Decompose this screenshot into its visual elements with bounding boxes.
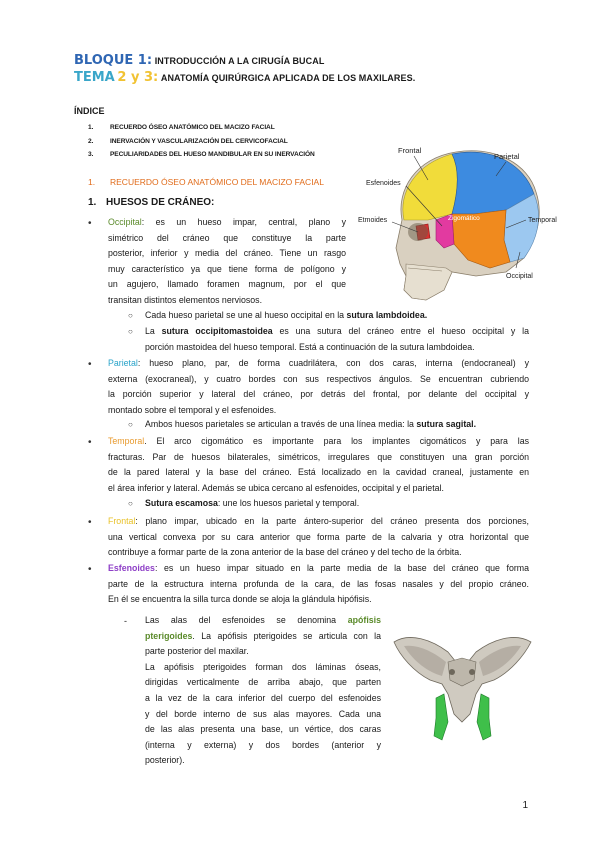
skull-label: Parietal (494, 152, 520, 161)
tema-number: 2 y 3: (117, 70, 159, 85)
bullet-icon: • (88, 359, 92, 370)
bullet-icon: • (88, 437, 92, 448)
section-heading: 1. RECUERDO ÓSEO ANATÓMICO DEL MACIZO FACIAL (88, 177, 324, 187)
bloque-header (74, 53, 324, 68)
frontal-bone (403, 154, 457, 220)
skull-label: Frontal (398, 146, 422, 155)
bullet-icon: • (88, 218, 92, 229)
subsection-heading: 1. HUESOS DE CRÁNEO: (88, 197, 215, 208)
bullet-icon: • (88, 517, 92, 528)
tema-label: TEMA (74, 70, 115, 85)
sub-bullet-icon: ○ (128, 420, 133, 429)
sphenoid-illustration (390, 622, 535, 744)
bloque-title: INTRODUCCIÓN A LA CIRUGÍA BUCAL (154, 56, 325, 66)
occipital-term: Occipital (108, 217, 142, 227)
parietal-term: Parietal (108, 358, 138, 368)
temporal-sub-1: Sutura escamosa: une los huesos parietal y temporal. (145, 498, 360, 508)
alas-paragraph: Las alas del esfenoides se denomina apófisis pterigoides. La apófisis pterigoides se articula con la parte posterior del maxilar. La apófisis pterigoides forman dos láminas óseas, dirigidas verticalmente de arriba abajo, que parten a la vez de la cara inferior del cuerpo del esfenoides y del borde interno de sus alas mayores. Cada una de las alas presenta una base, un vértice, dos caras (interna y externa) y dos bordes (anterior y posterior). (145, 615, 381, 766)
indice-title: ÍNDICE (74, 106, 105, 116)
bloque-label: BLOQUE 1: (74, 53, 153, 68)
occipital-sub-2: La sutura occipitomastoidea es una sutura del cráneo entre el hueso occipital y la porción mastoidea del hueso temporal. Está a continuación de la sutura lambdoidea. (145, 326, 529, 352)
temporal-term: Temporal (108, 436, 145, 446)
tema-header (74, 70, 415, 85)
occipital-paragraph: Occipital: es un hueso impar, central, plano y simétrico del cráneo que constituye la parte posterior, inferior y media del cráneo. Tiene un rasgo muy característico ya que tiene forma de polígono y un agujero, llamado foramen magnum, por el que transitan distintos elementos nerviosos. (108, 217, 346, 305)
bullet-icon: • (88, 564, 92, 575)
skull-illustration (356, 140, 570, 308)
dash-marker: - (124, 616, 127, 626)
esfenoides-term: Esfenoides (108, 563, 155, 573)
frontal-term: Frontal (108, 516, 136, 526)
sub-bullet-icon: ○ (128, 327, 133, 336)
occipital-sub-1: Cada hueso parietal se une al hueso occipital en la sutura lambdoidea. (145, 310, 428, 320)
skull-label: Occipital (506, 273, 533, 280)
skull-label: Zigomático (448, 215, 480, 222)
tema-title: ANATOMÍA QUIRÚRGICA APLICADA DE LOS MAXILARES. (160, 73, 416, 83)
parietal-sub-1: Ambos huesos parietales se articulan a través de una línea media: la sutura sagital. (145, 419, 477, 429)
table-of-contents (88, 121, 315, 162)
toc-item[interactable]: 2. INERVACIÓN Y VASCULARIZACIÓN DEL CERVICOFACIAL (88, 137, 288, 145)
esfenoides-paragraph: Esfenoides: es un hueso impar situado en la parte media de la base del cráneo que forma parte de la estructura interna profunda de la cara, de las fosas nasales y del propio cráneo. En él se encuentra la silla turca donde se aloja la glándula hipófisis. (108, 563, 529, 605)
skull-label: Esfenoides (366, 180, 401, 187)
frontal-paragraph: Frontal: plano impar, ubicado en la parte ántero-superior del cráneo presenta dos porciones, una vertical convexa por su cara anterior que forma parte de la calvaria y otra horizontal que contribuye a formar parte de la zona anterior de la base del cráneo y del techo de la órbita. (108, 516, 529, 558)
temporal-paragraph: Temporal. El arco cigomático es importante para los implantes cigomáticos y para las fracturas. Par de huesos bilaterales, simétricos, irregulares que constituyen una gran porción de la pared lateral y la base del cráneo. Está localizado en la cavidad craneal, justamente en el área inferior y lateral. Además se ubica cercano al esfenoides, occipital y el parietal. (108, 436, 529, 493)
sub-bullet-icon: ○ (128, 311, 133, 320)
parietal-paragraph: Parietal: hueso plano, par, de forma cuadrilátera, con dos caras, interna (endocraneal) y externa (exocraneal), y cuatro bordes con sus respectivos ángulos. Se encuentran cubriendo la porción superior y lateral del cráneo, por detrás del frontal, por delante del occipital y montado sobre el temporal y el esfenoides. (108, 358, 529, 415)
toc-item[interactable]: 3. PECULIARIDADES DEL HUESO MANDIBULAR EN SU INERVACIÓN (88, 151, 315, 158)
skull-label: Temporal (528, 217, 557, 224)
skull-label: Etmoides (358, 217, 388, 224)
toc-item[interactable]: 1. RECUERDO ÓSEO ANATÓMICO DEL MACIZO FACIAL (88, 124, 275, 131)
sub-bullet-icon: ○ (128, 499, 133, 508)
page-number: 1 (522, 800, 528, 811)
